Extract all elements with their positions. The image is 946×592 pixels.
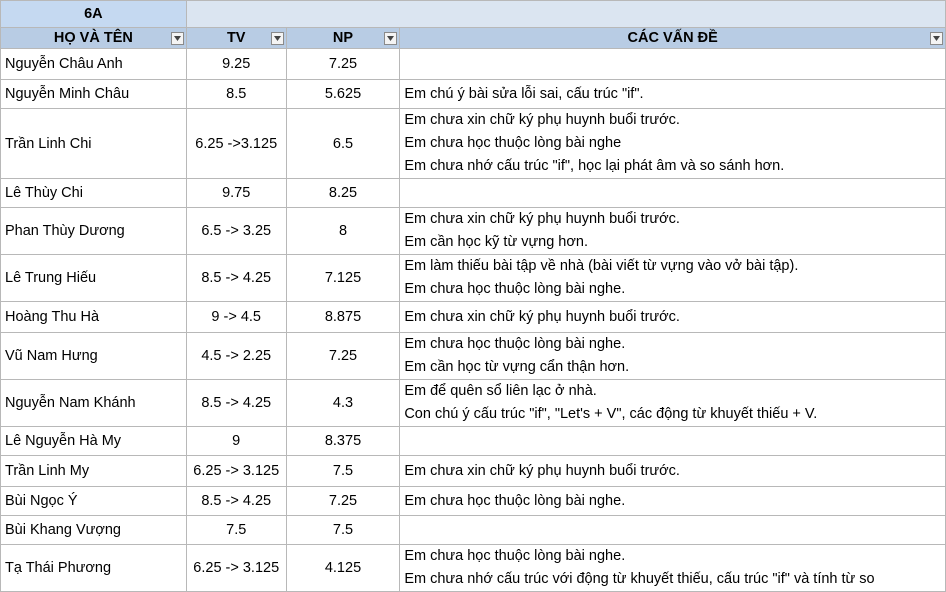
- cell-np[interactable]: 4.125: [286, 545, 400, 592]
- filter-dropdown-icon[interactable]: [271, 32, 284, 45]
- cell-np[interactable]: 7.25: [286, 333, 400, 380]
- table-row: [1, 208, 946, 255]
- cell-tv[interactable]: 9 -> 4.5: [186, 302, 286, 333]
- header-np-label: NP: [332, 30, 354, 46]
- issue-line: Em cần học kỹ từ vựng hơn.: [404, 234, 588, 250]
- table-row: [1, 49, 946, 80]
- issue-line: Em chưa học thuộc lòng bài nghe.: [404, 336, 626, 352]
- table-row: [1, 516, 946, 545]
- header-tv-label: TV: [226, 30, 246, 46]
- cell-np[interactable]: 8.875: [286, 302, 400, 333]
- cell-tv[interactable]: 8.5 -> 4.25: [186, 255, 286, 302]
- issue-line: Em cần học từ vựng cẩn thận hơn.: [404, 359, 630, 375]
- cell-tv[interactable]: 8.5: [186, 80, 286, 109]
- table-row: [1, 333, 946, 380]
- cell-name[interactable]: Lê Trung Hiếu: [1, 255, 187, 302]
- cell-np[interactable]: 8.25: [286, 179, 400, 208]
- issue-line: Em chưa nhớ cấu trúc với động từ khuyết thiếu, cấu trúc "if" và tính từ so: [404, 571, 875, 587]
- cell-np[interactable]: 7.25: [286, 487, 400, 516]
- class-title-row: [1, 1, 946, 28]
- table-row: [1, 545, 946, 592]
- table-row: [1, 487, 946, 516]
- cell-issues[interactable]: [400, 427, 946, 456]
- cell-issues[interactable]: [400, 302, 946, 333]
- cell-name[interactable]: Trần Linh My: [1, 456, 187, 487]
- cell-tv[interactable]: 6.25 -> 3.125: [186, 456, 286, 487]
- cell-tv[interactable]: 6.25 -> 3.125: [186, 545, 286, 592]
- cell-issues[interactable]: [400, 456, 946, 487]
- cell-name[interactable]: Bùi Ngọc Ý: [1, 487, 187, 516]
- issue-line: Con chú ý cấu trúc "if", "Let's + V", các động từ khuyết thiếu + V.: [404, 406, 818, 422]
- cell-issues[interactable]: [400, 80, 946, 109]
- issue-line: Em chưa xin chữ ký phụ huynh buổi trước.: [404, 308, 680, 325]
- issue-line: Em chưa học thuộc lòng bài nghe.: [404, 548, 626, 564]
- cell-np[interactable]: 7.5: [286, 456, 400, 487]
- cell-np[interactable]: 5.625: [286, 80, 400, 109]
- cell-tv[interactable]: 9.25: [186, 49, 286, 80]
- issue-line: Em làm thiếu bài tập về nhà (bài viết từ vựng vào vở bài tập).: [404, 258, 799, 274]
- table-row: [1, 380, 946, 427]
- cell-name[interactable]: Nguyễn Nam Khánh: [1, 380, 187, 427]
- cell-tv[interactable]: 9.75: [186, 179, 286, 208]
- cell-tv[interactable]: 9: [186, 427, 286, 456]
- issue-line: Em chú ý bài sửa lỗi sai, cấu trúc "if".: [404, 85, 644, 102]
- cell-np[interactable]: 4.3: [286, 380, 400, 427]
- cell-np[interactable]: 7.125: [286, 255, 400, 302]
- table-row: [1, 302, 946, 333]
- cell-issues[interactable]: [400, 255, 946, 302]
- table-row: [1, 456, 946, 487]
- issue-line: Em chưa học thuộc lòng bài nghe.: [404, 492, 626, 509]
- filter-dropdown-icon[interactable]: [930, 32, 943, 45]
- issue-line: Em chưa nhớ cấu trúc "if", học lại phát âm và so sánh hơn.: [404, 158, 785, 174]
- cell-issues[interactable]: [400, 380, 946, 427]
- title-blank-cell[interactable]: [186, 1, 945, 28]
- cell-name[interactable]: Bùi Khang Vượng: [1, 516, 187, 545]
- header-issues[interactable]: [400, 28, 946, 49]
- header-name[interactable]: [1, 28, 187, 49]
- cell-tv[interactable]: 6.25 ->3.125: [186, 109, 286, 179]
- table-row: [1, 427, 946, 456]
- table-row: [1, 109, 946, 179]
- cell-tv[interactable]: 8.5 -> 4.25: [186, 487, 286, 516]
- header-issues-label: CÁC VẤN ĐỀ: [627, 30, 718, 46]
- cell-np[interactable]: 7.5: [286, 516, 400, 545]
- cell-tv[interactable]: 8.5 -> 4.25: [186, 380, 286, 427]
- cell-np[interactable]: 7.25: [286, 49, 400, 80]
- cell-issues[interactable]: [400, 179, 946, 208]
- filter-dropdown-icon[interactable]: [171, 32, 184, 45]
- cell-name[interactable]: Nguyễn Châu Anh: [1, 49, 187, 80]
- issue-line: Em chưa xin chữ ký phụ huynh buổi trước.: [404, 211, 680, 227]
- table-row: [1, 255, 946, 302]
- header-name-label: HỌ VÀ TÊN: [53, 30, 133, 46]
- cell-name[interactable]: Lê Thùy Chi: [1, 179, 187, 208]
- cell-tv[interactable]: 4.5 -> 2.25: [186, 333, 286, 380]
- cell-name[interactable]: Hoàng Thu Hà: [1, 302, 187, 333]
- cell-np[interactable]: 8: [286, 208, 400, 255]
- cell-name[interactable]: Trần Linh Chi: [1, 109, 187, 179]
- cell-tv[interactable]: 6.5 -> 3.25: [186, 208, 286, 255]
- header-np[interactable]: [286, 28, 400, 49]
- cell-issues[interactable]: [400, 545, 946, 592]
- table-row: [1, 80, 946, 109]
- cell-name[interactable]: Lê Nguyễn Hà My: [1, 427, 187, 456]
- cell-np[interactable]: 6.5: [286, 109, 400, 179]
- cell-issues[interactable]: [400, 487, 946, 516]
- issue-line: Em chưa học thuộc lòng bài nghe: [404, 135, 622, 151]
- header-tv[interactable]: [186, 28, 286, 49]
- issue-line: Em chưa xin chữ ký phụ huynh buổi trước.: [404, 462, 680, 479]
- cell-issues[interactable]: [400, 208, 946, 255]
- issue-line: Em chưa học thuộc lòng bài nghe.: [404, 281, 626, 297]
- filter-dropdown-icon[interactable]: [384, 32, 397, 45]
- cell-name[interactable]: Nguyễn Minh Châu: [1, 80, 187, 109]
- table-row: [1, 179, 946, 208]
- cell-np[interactable]: 8.375: [286, 427, 400, 456]
- class-title[interactable]: 6A: [1, 1, 187, 28]
- cell-issues[interactable]: [400, 516, 946, 545]
- cell-issues[interactable]: [400, 333, 946, 380]
- cell-issues[interactable]: [400, 49, 946, 80]
- issue-line: Em chưa xin chữ ký phụ huynh buổi trước.: [404, 112, 680, 128]
- cell-name[interactable]: Vũ Nam Hưng: [1, 333, 187, 380]
- cell-name[interactable]: Phan Thùy Dương: [1, 208, 187, 255]
- cell-issues[interactable]: [400, 109, 946, 179]
- cell-tv[interactable]: 7.5: [186, 516, 286, 545]
- issue-line: Em để quên sổ liên lạc ở nhà.: [404, 383, 597, 399]
- header-row: [1, 28, 946, 49]
- cell-name[interactable]: Tạ Thái Phương: [1, 545, 187, 592]
